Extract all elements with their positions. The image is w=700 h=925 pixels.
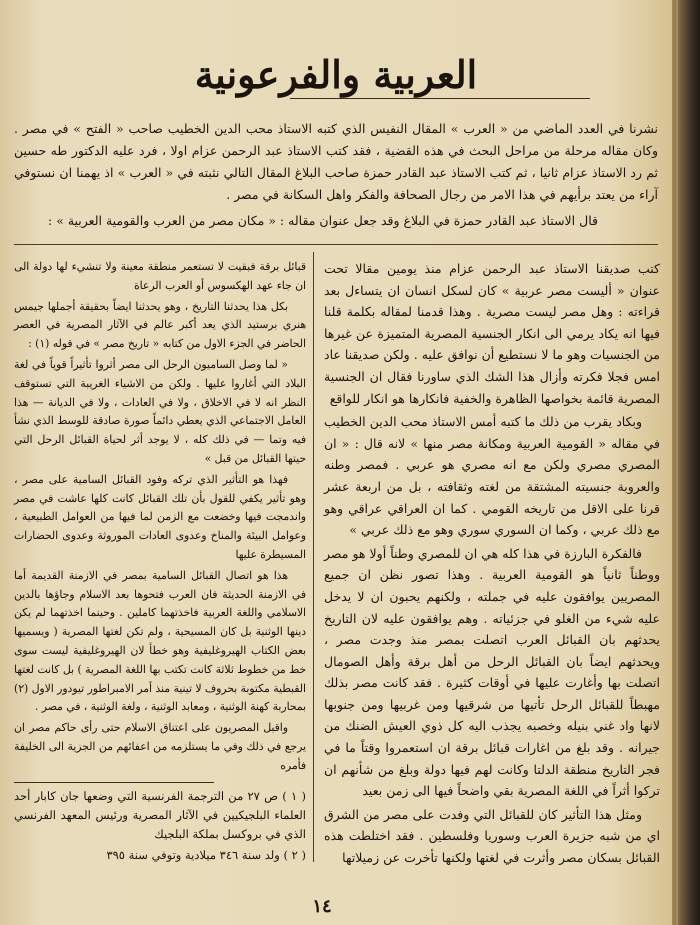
page-number: ١٤ [312, 896, 332, 917]
paragraph: ومثل هذا التأثير كان للقبائل التي وفدت على مصر من الشرق اي من شبه جزيرة العرب وسوريا وفلسطين . فقد اختلطت هذه القبائل بسكان مصر وأثرت في لغتها ولكنها تأخرت عن زميلاتها [324, 806, 660, 866]
right-column [324, 258, 660, 871]
intro-divider [14, 244, 658, 245]
paragraph: هذا هو اتصال القبائل السامية بمصر في الازمنة القديمة أما في الازمنة الحديثة فان العرب فتحوها بعد الاسلام وجاؤها بالدين الاسلامي واللغة العربية فاخذتهما كاملين . وحينما اخذتهما لم يكن دينها الوثنية بل كان المسيحية ، ولم تكن لغتها المصرية ( ويسميها بعض الكتاب الهيروغليفية وهو خطأ لان الهيروغليفية ليست سوى خط من خطوط ثلاثة كانت تكتب بها اللغة المصرية ) بل كانت لغتها القبطية مكتوبة بحروف لا تينية منذ أمر الامبراطور تيودور الاول (٢) بمحاربة كهنة الوثنية ، ومعابد الوثنية ، ولغة الوثنية ، في مصر . [14, 568, 306, 714]
article-intro [14, 118, 658, 232]
column-divider [313, 252, 314, 862]
footnote-rule [14, 782, 214, 783]
title-underline [290, 98, 590, 99]
paragraph: كتب صديقنا الاستاذ عبد الرحمن عزام منذ يومين مقالا تحت عنوان « أليست مصر عربية » كان لسكل انسان ان يتساءل بعد قراءته : وهل مصر ليست مصرية . وهذا قدمنا لمقاله بكلمة قلنا فيها انه يكاد يرمي الى انكار الجنسية المصرية المتميزة عن غيرها من الجنسيات وهو ما لا نستطيع أن نوافق عليه . ولكن صديقنا عاد امس فجلا فكرته وأزال هذا الشك الذي ساورنا فقال ان الجنسية المصرية قائمة بخواصها الظاهرة والخفية فانكارها هو انكار للواقع [324, 261, 660, 406]
intro-paragraph: نشرنا في العدد الماضي من « العرب » المقال النفيس الذي كتبه الاستاذ محب الدين الخطيب صاحب « الفتح » في مصر . وكان مقاله مرحلة من مراحل البحث في هذه القضية ، فقد كتب الاستاذ عبد الرحمن عزام اولا ، فرد عليه الدكتور طه حسين ثم رد الاستاذ عزام ثانيا ، ثم كتب الاستاذ عبد القادر حمزة صاحب البلاغ المقال التالي نثبته في « العرب » اذ يهمنا ان نستوفي آراء من يعتد برأيهم في هذا الامر من رجال الصحافة والفكر واهل السكانة في مصر . [14, 121, 658, 202]
left-column [14, 258, 306, 867]
footnote: ( ١ ) ص ٢٧ من الترجمة الفرنسية التي وضعها جان كابار أحد العلماء البلجيكيين في الآثار المصرية ورئيس المعهد الفرنسي الذي في بروكسل بملكة البلجيك [14, 788, 306, 841]
book-binding [672, 0, 700, 925]
paragraph: فهذا هو التأثير الذي تركه وفود القبائل السامية على مصر ، وهو تأثير يكفي للقول بأن تلك القبائل كانت كلها عاشت في مصر واندمجت فيها وخضعت مع الزمن لما فيها من العوامل الطبيعية ، وعوامل البيئة والمناخ وعدوى العادات الموروثة وعدوى الحضارات المسيطرة عليها [14, 472, 306, 561]
article-title: العربية والفرعونية [194, 52, 478, 97]
intro-subheading: قال الاستاذ عبد القادر حمزة في البلاغ وقد جعل عنوان مقاله : « مكان مصر من العرب والقومية العربية » : [48, 213, 598, 228]
paragraph: قبائل برقة فبقيت لا تستعمر منطقة معينة ولا تنشيء لها دولة الى ان جاء عهد الهكسوس أو العرب الرعاة [14, 260, 306, 292]
paragraph: وبكاد يقرب من ذلك ما كتبه أمس الاستاذ محب الدين الخطيب في مقاله « القومية العربية ومكانة مصر منها » لانه قال : « ان المصري مصري ولكن مع انه مصري هو عربي . فمصر وطنه والعروبة جنسيته المشتقة من لغته وثقافته ، بل من اربعة عشر قرنا على الاقل من تاريخه القومي . كما ان العراقي عراقي وهو مع ذلك عربي ، وكما ان السوري سوري وهو مع ذلك عربي » [324, 414, 660, 538]
paragraph: فالفكرة البارزة في هذا كله هي ان للمصري وطناً أولا هو مصر ووطناً ثانياً هو القومية العربية . وهذا تصور نظن ان جميع المصريين يوافقون عليه في جملته ، ولكنهم يحبون ان لا يدخل عليه شيء من الغلو في جزئياته . وهم يوافقون عليه لان التاريخ يحدثهم بان القبائل العرب اتصلت بمصر منذ وجدت مصر ، ويحدثهم ايضاً بان القبائل الرحل من أهل برقة وأهل الصومال اتصلت بها وأغارت عليها في أوقات كثيرة . فقد كانت مصر بذلك مهبطاً للقبائل الرحل تأتيها من شرقيها ومن غربيها ومن جنوبها لانها واد غني بنيله وخصبه يجذب اليه كل ذوي العيش الضنك من جيرانه . وقد بلغ من اغارات قبائل برقة ان استعمروا وقتاً ما في فجر التاريخ منطقة الدلتا وكانت لهم فيها دولة وبلغ من شأنهم ان تركوا أثراً في اللغة المصرية بقي واضحاً فيها الى زمن بعيد [324, 545, 660, 799]
paragraph: بكل هذا يحدثنا التاريخ ، وهو يحدثنا ايضاً بحقيقة أجملها جيمس هنري برستيد الذي يعد أكبر عالم في الآثار المصرية في العصر الحاضر في الجزء الاول من كتابه « تاريخ مصر » في قوله (١) : [14, 299, 306, 351]
paragraph: واقبل المصريون على اعتناق الاسلام حتى رأى حاكم مصر ان يرجع في ذلك وفي ما يستلزمه من اعفائهم من الجزية الى الخليفة فأمره [14, 721, 306, 772]
paragraph: « لما وصل الساميون الرحل الى مصر أثروا تأثيراً قوياً في لغة البلاد التي أغاروا عليها . ولكن من الاشياء الغريبة التي تستوقف النظر انه لا في الاخلاق ، ولا في العادات ، ولا في الديانة — هذا العامل الاجتماعي الذي يعطي دائماً صورة صادقة للوسط الذي نشأ فيه وتما — في ذلك كله ، لا يوجد أثر لحياة القبائل الرحل التي حيتها القبائل من قبل » [14, 357, 306, 465]
footnote: ( ٢ ) ولد سنة ٣٤٦ ميلادية وتوفي سنة ٣٩٥ [106, 847, 306, 862]
